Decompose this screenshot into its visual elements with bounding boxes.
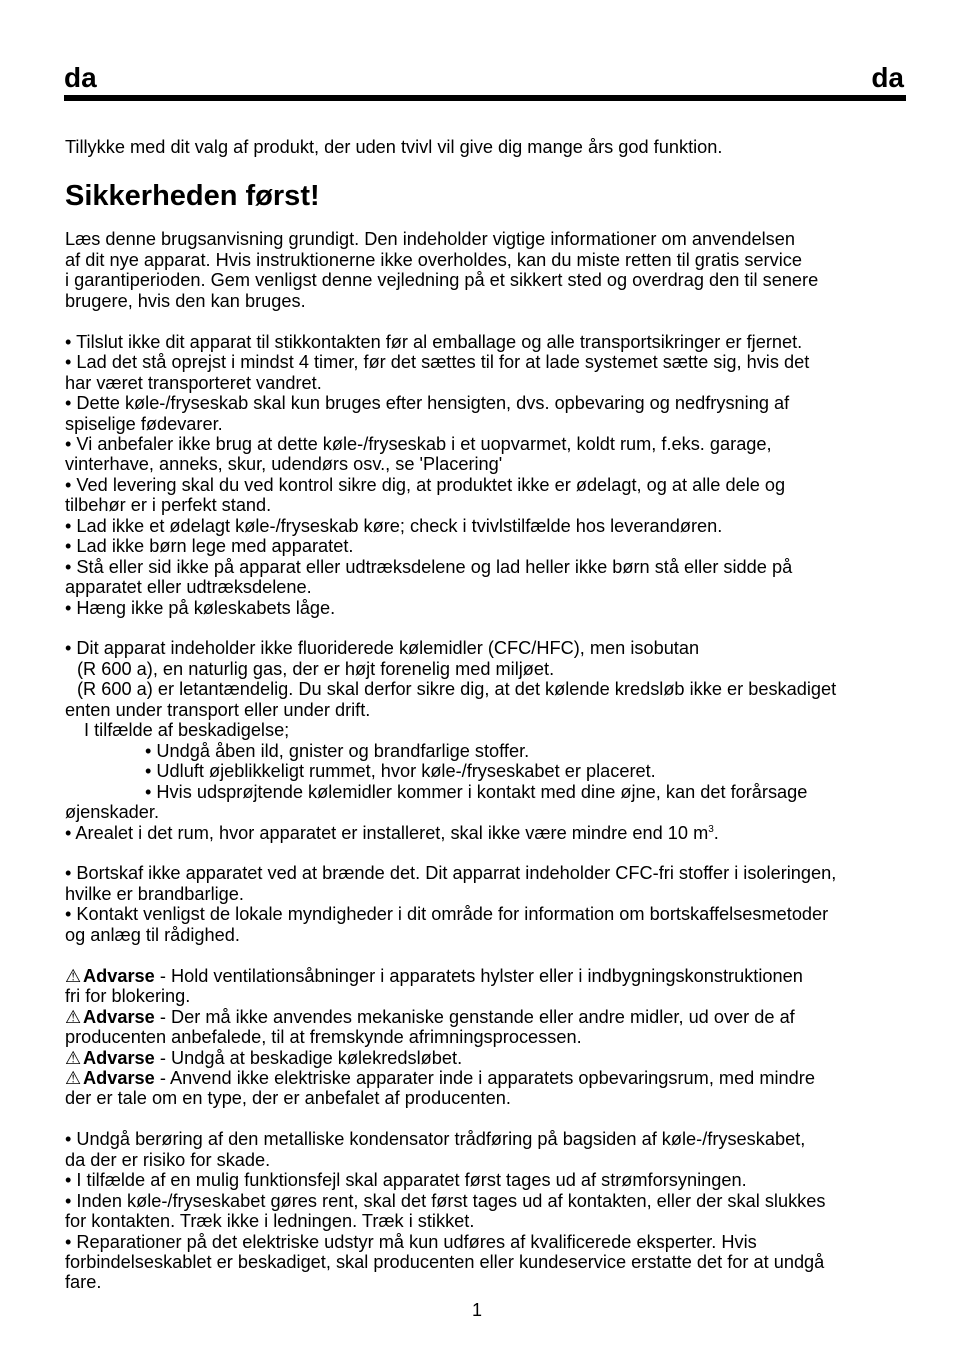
- warning-icon: ⚠: [65, 1006, 82, 1027]
- header-rule: [64, 95, 906, 101]
- text-line: enten under transport eller under drift.: [65, 699, 371, 720]
- warning-text: - Undgå at beskadige kølekredsløbet.: [154, 1047, 463, 1068]
- text-line: • Arealet i det rum, hvor apparatet er installeret, skal ikke være mindre end 10 m: [65, 822, 709, 843]
- list-item: • Reparationer på det elektriske udstyr må kun udføres af kvalificerede eksperter. Hvis: [65, 1231, 757, 1252]
- list-item: da der er risiko for skade.: [65, 1149, 271, 1170]
- list-item: • Hæng ikke på køleskabets låge.: [65, 597, 336, 618]
- list-item: og anlæg til rådighed.: [65, 924, 240, 945]
- text-line: i garantiperioden. Gem venligst denne vejledning på et sikkert sted og overdrag den til senere: [65, 270, 819, 291]
- header-language-right: da: [871, 62, 904, 93]
- list-item: • Lad ikke børn lege med apparatet.: [65, 536, 354, 557]
- list-item: • Kontakt venligst de lokale myndigheder i dit område for information om bortskaffelsesmetoder: [65, 904, 829, 925]
- read-instructions-paragraph: [65, 229, 910, 311]
- text-line: der er tale om en type, der er anbefalet af producenten.: [65, 1088, 511, 1109]
- list-item: fare.: [65, 1272, 102, 1293]
- warning-text: - Der må ikke anvendes mekaniske genstande eller andre midler, ud over de af: [154, 1006, 795, 1027]
- safety-list-general: [65, 332, 910, 618]
- text-line: I tilfælde af beskadigelse;: [84, 720, 290, 741]
- list-item: • I tilfælde af en mulig funktionsfejl skal apparatet først tages ud af strømforsyningen.: [65, 1170, 747, 1191]
- list-item: • Undgå berøring af den metalliske kondensator trådføring på bagsiden af køle-/fryseskabet,: [65, 1129, 806, 1150]
- list-item: • Hvis udsprøjtende kølemidler kommer i kontakt med dine øjne, kan det forårsage: [145, 781, 808, 802]
- warning-icon: ⚠: [65, 1047, 82, 1068]
- refrigerant-section: [65, 638, 910, 843]
- text-line: (R 600 a) er letantændelig. Du skal derfor sikre dig, at det kølende kredsløb ikke er beskadiget: [77, 679, 837, 700]
- list-item: hvilke er brandbarlige.: [65, 883, 244, 904]
- warning-text: - Hold ventilationsåbninger i apparatets hylster eller i indbygningskonstruktionen: [154, 965, 803, 986]
- warning-label: Advarse: [83, 1047, 155, 1068]
- list-item: • Inden køle-/fryseskabet gøres rent, skal det først tages ud af kontakten, eller der skal slukkes: [65, 1190, 826, 1211]
- text-line: af dit nye apparat. Hvis instruktionerne ikke overholdes, kan du miste retten til gratis service: [65, 249, 802, 270]
- warnings-section: [65, 966, 910, 1109]
- list-item: tilbehør er i perfekt stand.: [65, 495, 272, 516]
- list-item: forbindelseskablet er beskadiget, skal producenten eller kundeservice erstatte det for at undgå: [65, 1252, 825, 1273]
- list-item: • Undgå åben ild, gnister og brandfarlige stoffer.: [145, 740, 530, 761]
- page-number: 1: [471, 1300, 482, 1320]
- list-item: spiselige fødevarer.: [65, 413, 223, 434]
- warning-icon: ⚠: [65, 1067, 82, 1088]
- warning-item: [65, 1007, 910, 1027]
- maintenance-section: [65, 1129, 910, 1293]
- disposal-section: [65, 863, 910, 945]
- list-item: har været transporteret vandret.: [65, 372, 322, 393]
- page-title: Sikkerheden først!: [65, 180, 320, 213]
- warning-label: Advarse: [83, 1067, 155, 1088]
- list-item: • Bortskaf ikke apparatet ved at brænde det. Dit apparrat indeholder CFC-fri stoffer i isoleringen,: [65, 863, 837, 884]
- warning-item: [65, 1048, 910, 1068]
- text-line: .: [713, 822, 719, 843]
- warning-label: Advarse: [83, 1006, 155, 1027]
- list-item: • Stå eller sid ikke på apparat eller udtræksdelene og lad heller ikke børn stå eller sidde på: [65, 556, 793, 577]
- text-line: • Dit apparat indeholder ikke fluoriderede kølemidler (CFC/HFC), men isobutan: [65, 638, 700, 659]
- list-item: • Lad det stå oprejst i mindst 4 timer, før det sættes til for at lade systemet sætte sig, hvis det: [65, 352, 810, 373]
- list-item: • Udluft øjeblikkeligt rummet, hvor køle-/fryseskabet er placeret.: [145, 761, 656, 782]
- intro-text: Tillykke med dit valg af produkt, der uden tvivl vil give dig mange års god funktion.: [65, 137, 723, 157]
- page-content: [65, 137, 910, 1293]
- warning-label: Advarse: [83, 965, 155, 986]
- text-line: (R 600 a), en naturlig gas, der er højt forenelig med miljøet.: [77, 658, 555, 679]
- warning-item: [65, 1068, 910, 1088]
- text-line: fri for blokering.: [65, 986, 191, 1007]
- superscript: 3: [708, 823, 714, 835]
- warning-text: - Anvend ikke elektriske apparater inde i apparatets opbevaringsrum, med mindre: [154, 1067, 815, 1088]
- list-item: vinterhave, anneks, skur, udendørs osv., se 'Placering': [65, 454, 503, 475]
- warning-icon: ⚠: [65, 965, 82, 986]
- header-language-left: da: [64, 62, 97, 93]
- text-line: Læs denne brugsanvisning grundigt. Den indeholder vigtige informationer om anvendelsen: [65, 229, 795, 250]
- list-item: • Tilslut ikke dit apparat til stikkontakten før al emballage og alle transportsikringer er fjernet.: [65, 331, 803, 352]
- list-item: • Lad ikke et ødelagt køle-/fryseskab køre; check i tvivlstilfælde hos leverandøren.: [65, 515, 723, 536]
- list-item: • Dette køle-/fryseskab skal kun bruges efter hensigten, dvs. opbevaring og nedfrysning af: [65, 393, 790, 414]
- text-line: øjenskader.: [65, 802, 160, 823]
- list-item: for kontakten. Træk ikke i ledningen. Træk i stikket.: [65, 1211, 475, 1232]
- text-line: producenten anbefalede, til at fremskynde afrimningsprocessen.: [65, 1027, 582, 1048]
- list-item: • Ved levering skal du ved kontrol sikre dig, at produktet ikke er ødelagt, og at alle dele og: [65, 474, 786, 495]
- text-line: brugere, hvis den kan bruges.: [65, 290, 306, 311]
- list-item: [65, 823, 910, 843]
- list-item: • Vi anbefaler ikke brug at dette køle-/fryseskab i et uopvarmet, koldt rum, f.eks. garage,: [65, 433, 772, 454]
- list-item: apparatet eller udtræksdelene.: [65, 577, 312, 598]
- warning-item: [65, 966, 910, 986]
